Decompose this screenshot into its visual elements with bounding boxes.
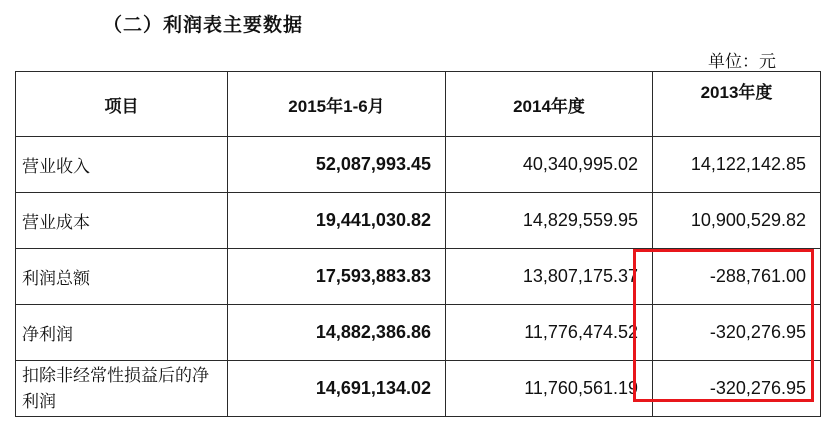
cell-2013: -288,761.00 bbox=[653, 249, 821, 305]
table-header-row bbox=[16, 72, 821, 137]
header-2015h1: 2015年1-6月 bbox=[228, 72, 446, 137]
table-row bbox=[16, 249, 821, 305]
row-label: 利润总额 bbox=[16, 249, 228, 305]
header-2013: 2013年度 bbox=[653, 72, 821, 137]
cell-2015h1: 14,691,134.02 bbox=[228, 361, 446, 417]
section-title: （二）利润表主要数据 bbox=[103, 14, 304, 36]
cell-2015h1: 17,593,883.83 bbox=[228, 249, 446, 305]
unit-label: 单位：元 bbox=[708, 52, 776, 72]
cell-2014: 40,340,995.02 bbox=[446, 137, 653, 193]
table-row bbox=[16, 193, 821, 249]
row-label: 营业成本 bbox=[16, 193, 228, 249]
row-label: 营业收入 bbox=[16, 137, 228, 193]
cell-2014: 13,807,175.37 bbox=[446, 249, 653, 305]
cell-2013: 10,900,529.82 bbox=[653, 193, 821, 249]
cell-2014: 11,760,561.19 bbox=[446, 361, 653, 417]
row-label: 扣除非经常性损益后的净利润 bbox=[16, 361, 228, 417]
cell-2015h1: 52,087,993.45 bbox=[228, 137, 446, 193]
income-statement-table bbox=[15, 71, 821, 417]
table-row bbox=[16, 305, 821, 361]
header-item: 项目 bbox=[16, 72, 228, 137]
table-row bbox=[16, 361, 821, 417]
cell-2014: 11,776,474.52 bbox=[446, 305, 653, 361]
cell-2014: 14,829,559.95 bbox=[446, 193, 653, 249]
cell-2013: 14,122,142.85 bbox=[653, 137, 821, 193]
cell-2013: -320,276.95 bbox=[653, 305, 821, 361]
header-2014: 2014年度 bbox=[446, 72, 653, 137]
row-label: 净利润 bbox=[16, 305, 228, 361]
cell-2015h1: 19,441,030.82 bbox=[228, 193, 446, 249]
cell-2015h1: 14,882,386.86 bbox=[228, 305, 446, 361]
cell-2013: -320,276.95 bbox=[653, 361, 821, 417]
table-row bbox=[16, 137, 821, 193]
